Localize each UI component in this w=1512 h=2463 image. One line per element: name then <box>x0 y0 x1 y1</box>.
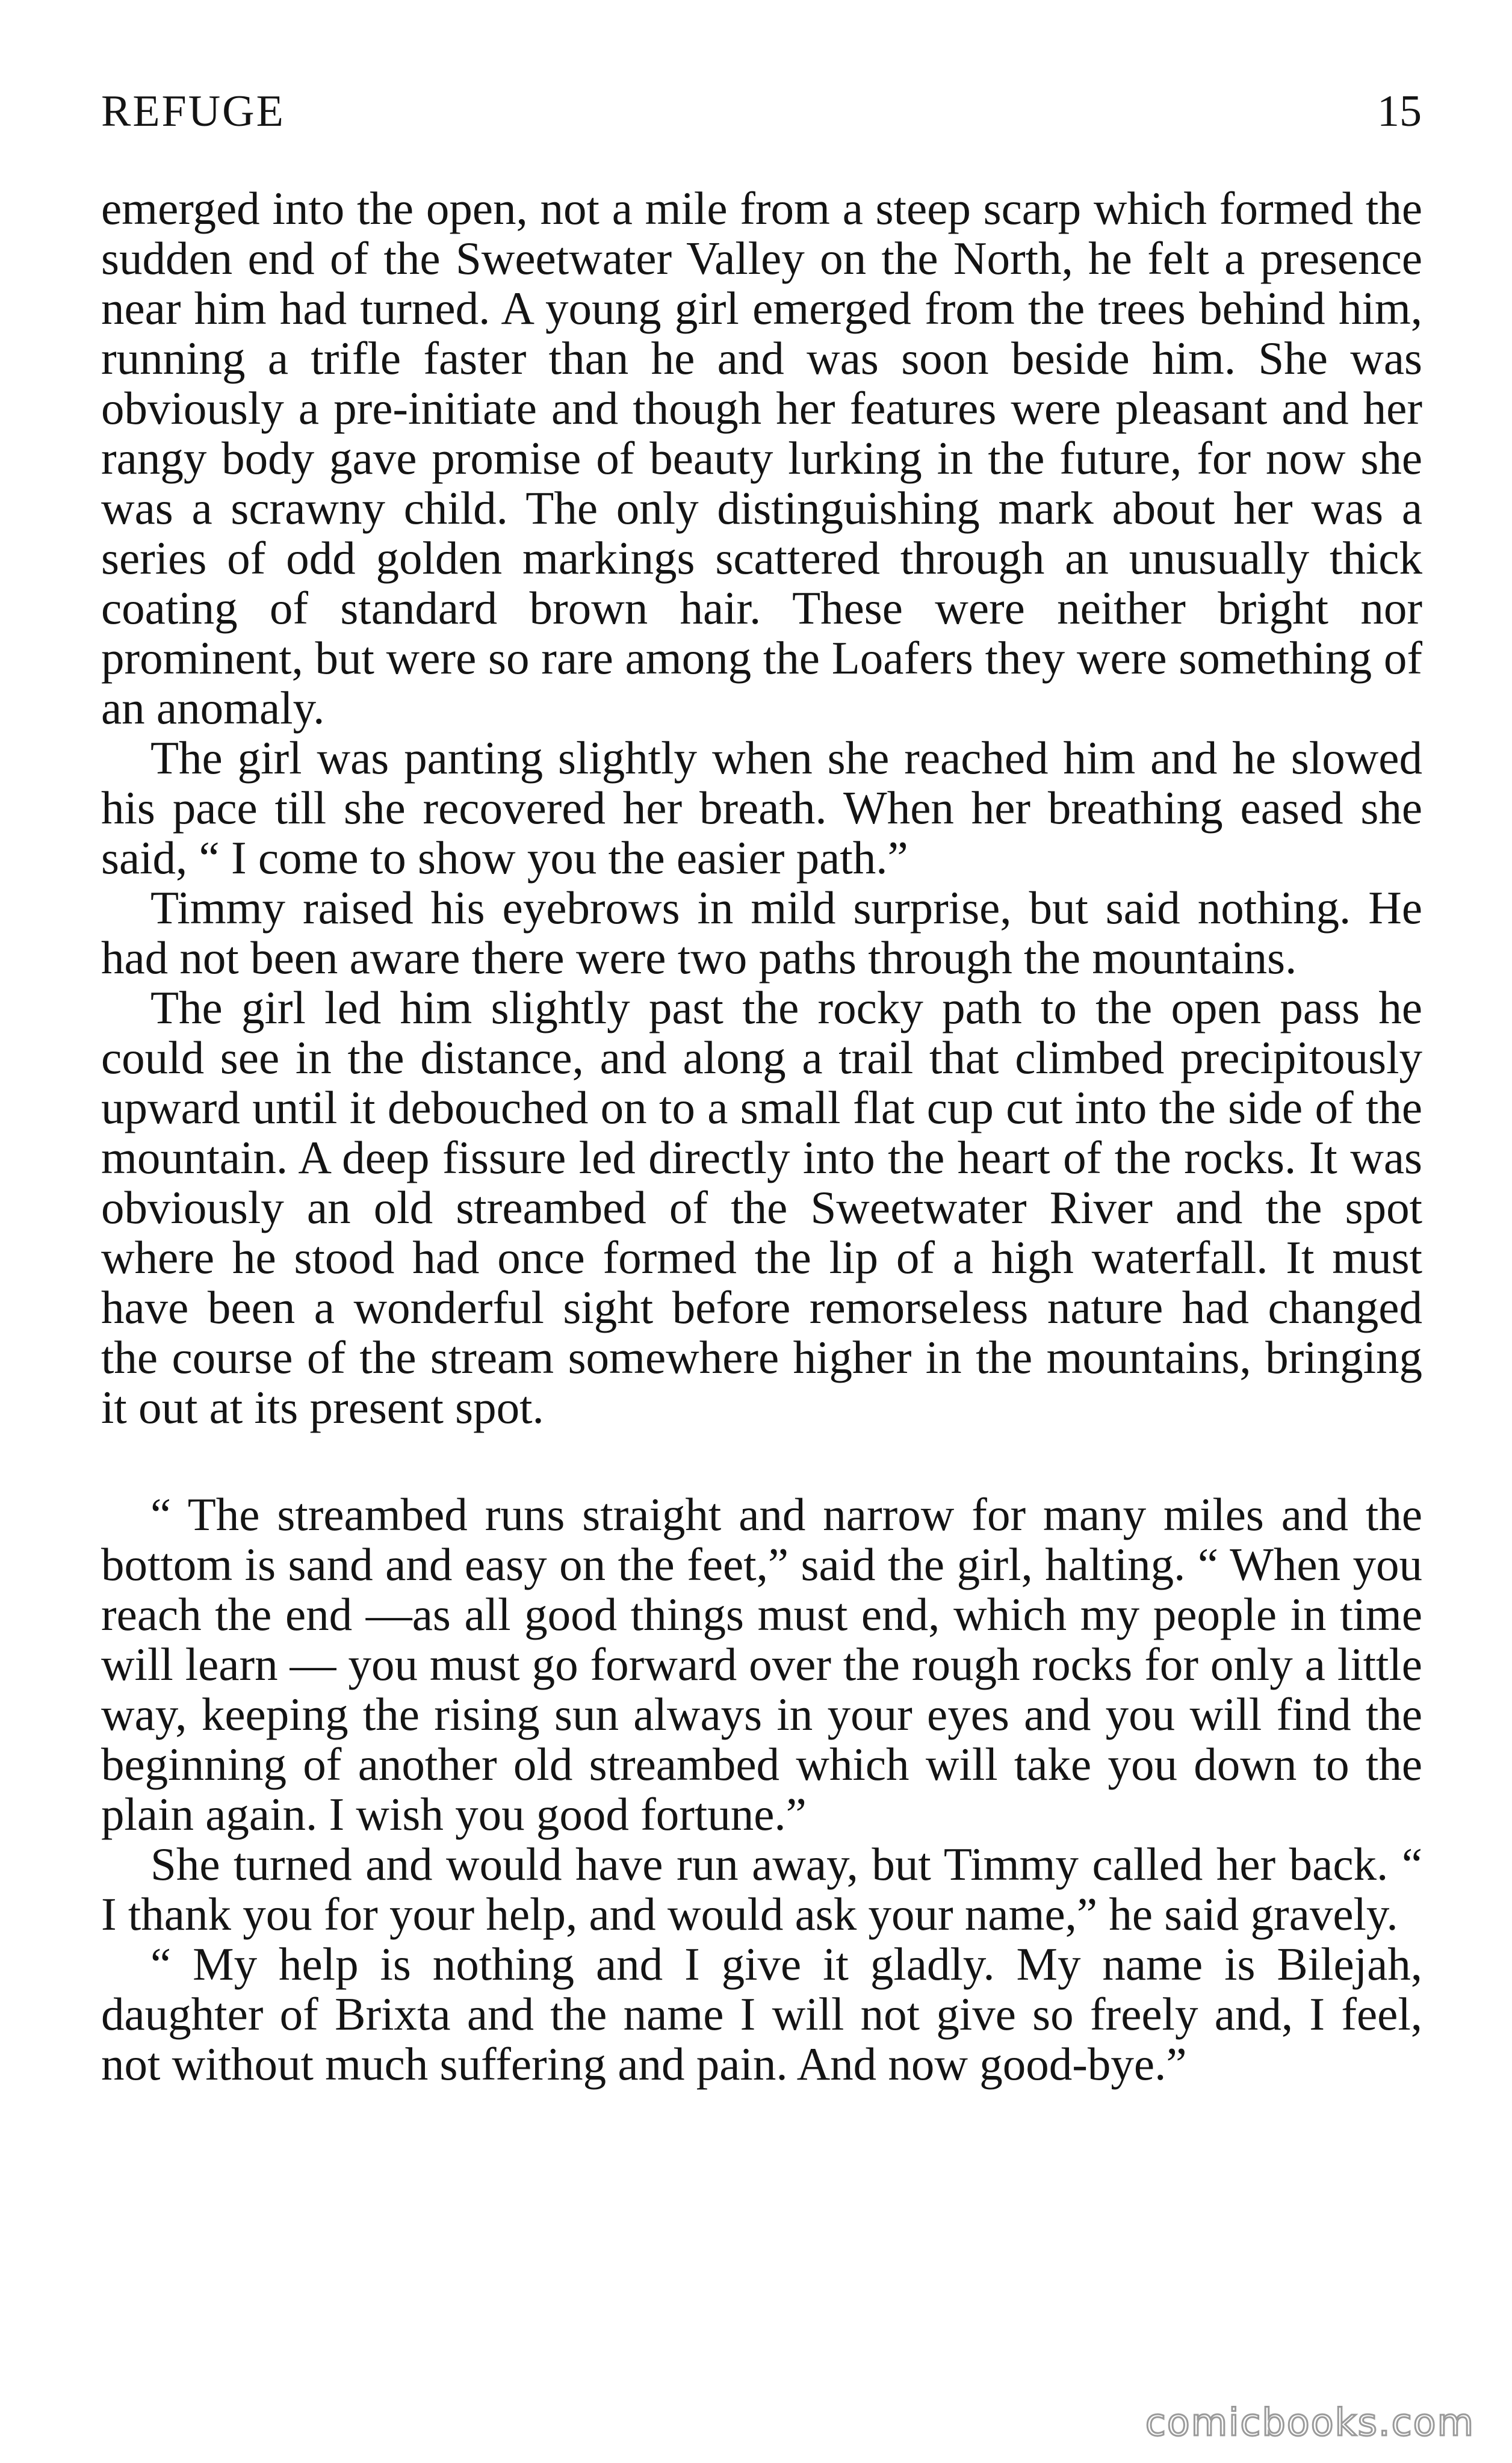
page-header <box>101 78 1422 144</box>
body-text <box>101 184 1422 2089</box>
page-number: 15 <box>1377 87 1422 136</box>
paragraph: Timmy raised his eyebrows in mild surprise, but said nothing. He had not been aware there were two paths through the mountains. <box>101 882 1422 984</box>
paragraph-continued: emerged into the open, not a mile from a steep scarp which formed the sudden end of the Sweetwater Valley on the North, he felt a presence near him had turned. A young girl emerged from the trees behind him, running a trifle faster than he and was soon beside him. She was obviously a pre-initiate and though her features were pleasant and her rangy body gave promise of beauty lurking in the future, for now she was a scrawny child. The only distinguishing mark about her was a series of odd golden markings scattered through an unusually thick coating of standard brown hair. These were neither bright nor prominent, but were so rare among the Loafers they were something of an anomaly. <box>101 182 1422 734</box>
paragraph: She turned and would have run away, but Timmy called her back. “ I thank you for your help, and would ask your name,” he said gravely. <box>101 1838 1422 1940</box>
section-break <box>101 1433 1422 1490</box>
site-watermark: comicbooks.com <box>1145 2400 1475 2444</box>
paragraph: The girl was panting slightly when she reached him and he slowed his pace till she recovered her breath. When her breathing eased she said, “ I come to show you the easier path.” <box>101 732 1422 884</box>
running-head: REFUGE <box>101 87 285 136</box>
paragraph: “ The streambed runs straight and narrow for many miles and the bottom is sand and easy on the feet,” said the girl, halting. “ When you reach the end —as all good things must end, which my people in time will learn — you must go forward over the rough rocks for only a little way, keeping the rising sun always in your eyes and you will find the beginning of another old streambed which will take you down to the plain again. I wish you good fortune.” <box>101 1489 1422 1840</box>
paragraph: The girl led him slightly past the rocky path to the open pass he could see in the distance, and along a trail that climbed precipitously upward until it debouched on to a small flat cup cut into the side of the mountain. A deep fissure led directly into the heart of the rocks. It was obviously an old streambed of the Sweetwater River and the spot where he stood had once formed the lip of a high waterfall. It must have been a wonderful sight before remorseless nature had changed the course of the stream somewhere higher in the mountains, bringing it out at its present spot. <box>101 982 1422 1433</box>
paragraph: “ My help is nothing and I give it gladly. My name is Bilejah, daughter of Brixta and the name I will not give so freely and, I feel, not without much suffering and pain. And now good-bye.” <box>101 1938 1422 2090</box>
